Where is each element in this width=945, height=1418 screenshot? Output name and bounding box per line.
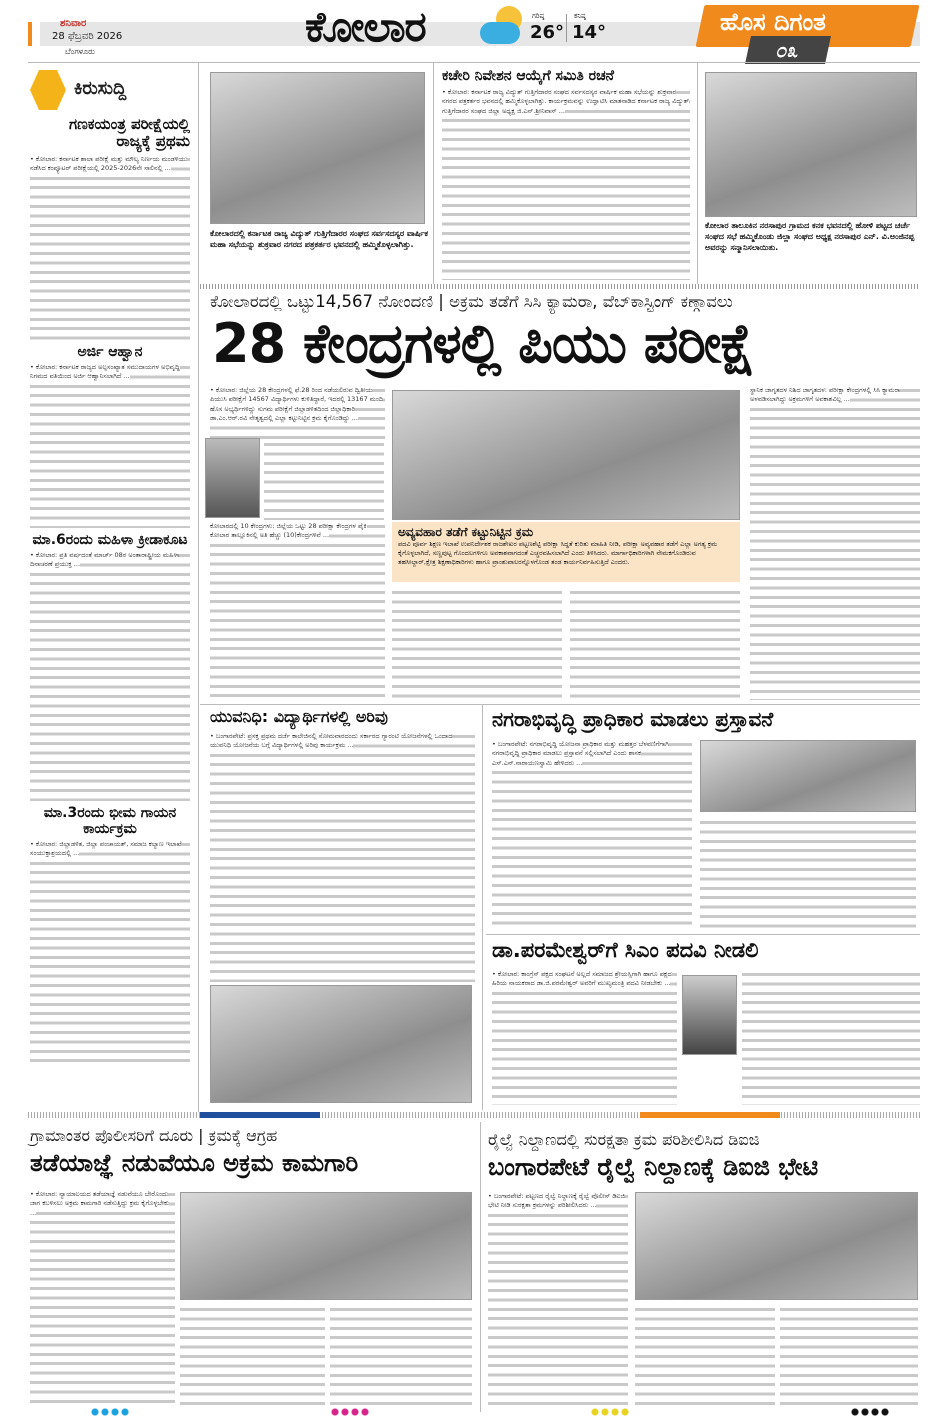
inset-title: ಅವ್ಯವಹಾರ ತಡೆಗೆ ಕಟ್ಟುನಿಟ್ಟಿನ ಕ್ರಮ [398,525,534,539]
min-label: ಕನಿಷ್ಠ [574,12,586,20]
railway-photo [635,1192,918,1300]
lead-headline: 28 ಕೇಂದ್ರಗಳಲ್ಲಿ ಪಿಯು ಪರೀಕ್ಷೆ [212,312,755,375]
max-temp: 26° [530,22,565,43]
article-text: • ಬಂಗಾರಪೇಟೆ: ಪ್ರಸಕ್ತ ಪ್ರಥಮ ದರ್ಜೆ ಕಾಲೇಜಿನಲ್ಲಿ ಸೋಮವಾರದಂದು ಸರ್ಕಾರದ ಗ್ಯಾರಂಟಿ ಯೋಜನೆಗಳಲ್ಲಿ ಒಂದಾದ ಯುವನಿಧಿ ಯೋಜನೆಯ ಬಗ್ಗೆ ವಿದ್ಯಾರ್ಥಿಗಳಲ್ಲಿ ಅರಿವು ಕಾರ್ಯಕ್ರಮ ... [210,732,453,750]
inset-body: ಪದವಿ ಪೂರ್ವ ಶಿಕ್ಷಣ ಇಲಾಖೆ ಉಪನಿರ್ದೇಶಕ ರಾಜಶೇಖರ ಪಟ್ಟಣಶೆಟ್ಟಿ ಪರೀಕ್ಷಾ ಸಿದ್ಧತೆ ಕುರಿತು ಮಾಹಿತಿ ನೀಡಿ, ಪರೀಕ್ಷಾ ಅವ್ಯವಹಾರ ತಡೆಗೆ ಎಲ್ಲಾ ಅಗತ್ಯ ಕ್ರಮ ಕೈಗೊಳ್ಳಲಾಗಿದೆ, ಸಣ್ಣಪುಟ್ಟ ಗೊಂದಲಗಳಿಗೂ ಅವಕಾಶವಾಗದಂತೆ ಎಚ್ಚರವಹಿಸಲಾಗಿದೆ ಎಂದು ತಿಳಿಸಿದರು. ಮಾರ್ಗಾಧಿಕಾರಿಗಳಾಗಿ ನೇಮಕಗೊಂಡಿರುವ ತಹಸೀಲ್ದಾರ್,ಕ್ಷೇತ್ರ ಶಿಕ್ಷಣಾಧಿಕಾರಿಗಳು ಹಾಗೂ ಪ್ರಾಂಶುಪಾಲರನ್ನೊಳಗೊಂಡ ತಂಡ ಕಾರ್ಯನಿರ್ವಹಿಸುತ್ತಿದೆ ಎಂದರು. [398,539,718,566]
lead-body-cont [210,522,385,700]
article-body [492,740,692,930]
photo-caption: ಕೋಲಾರ ತಾಲೂಕಿನ ನರಸಾಪುರ ಗ್ರಾಮದ ಕನಕ ಭವನದಲ್ಲಿ ಹೋಳಿ ಪಟ್ಟದ ಚರ್ಚೆ ಸಂಘದ ಸಭೆ ಹಮ್ಮಿಕೊಂಡು ಜಿಲ್ಲಾ ಸಂಘದ ಅಧ್ಯಕ್ಷ ನರಸಾಪುರ ಎನ್. ವಿ.ಅಂಜಿನಪ್ಪ ಅವರನ್ನು ಸನ್ಮಾನಿಸಲಾಯಿತು. [705,221,915,252]
awareness-photo [210,985,472,1103]
lead-body-cont [750,386,920,700]
print-registration-marks [90,1408,130,1416]
column-rule [480,1122,481,1412]
column-rule [482,705,483,1110]
header-accent [28,22,32,46]
article-body [492,970,677,1105]
article-text: • ಕೋಲಾರ: ಕರ್ನಾಟಕ ರಾಜ್ಯ ವಿದ್ಯುತ್ ಗುತ್ತಿಗೆದಾರರ ಸಂಘದ ಸರ್ವಸದಸ್ಯರ ವಾರ್ಷಿಕ ಮಹಾ ಸಭೆಯನ್ನು ಶುಕ್ರವಾರ ನಗರದ ಪತ್ರಕರ್ತರ ಭವನದಲ್ಲಿ ಹಮ್ಮಿಕೊಳ್ಳಲಾಗಿತ್ತು. ಕಾರ್ಯಕ್ರಮವನ್ನು ಉದ್ಘಾಟಿಸಿ ಮಾತನಾಡಿದ ಕರ್ನಾಟಕ ರಾಜ್ಯ ವಿದ್ಯುತ್ ಗುತ್ತಿಗೆದಾರರ ಸಂಘದ ಜಿಲ್ಲಾ ಅಧ್ಯಕ್ಷ ಜಿ.ಎನ್.ಶ್ರೀನಿವಾಸ್ ... [442,88,690,115]
article-text: • ಕೋಲಾರ: ನ್ಯಾಯಾಲಯದ ತಡೆಯಾಜ್ಞೆ ನಡುವೆಯೂ ಬೇರೊಂದು ಜಾಗ ಕಬಳಿಸಲು ಅಕ್ರಮ ಕಾಮಗಾರಿ ನಡೆಸುತ್ತಿದ್ದು ಕ್ರಮ ಕೈಗೊಳ್ಳಬೇಕು ... [30,1190,169,1217]
inset-box [392,522,740,582]
article-text: • ಬಂಗಾರಪೇಟೆ: ಪಟ್ಟಣದ ರೈಲ್ವೆ ನಿಲ್ದಾಣಕ್ಕೆ ರೈಲ್ವೆ ಪೊಲೀಸ್ ಡಿಐಜಿ ಭೇಟಿ ನೀಡಿ ಸುರಕ್ಷತಾ ಕ್ರಮಗಳನ್ನು ಪರಿಶೀಲಿಸಿದರು ... [488,1192,625,1210]
band-blue [200,1112,320,1118]
brief-body: • ಕೋಲಾರ: ಜಿಲ್ಲಾಡಳಿತ, ಜಿಲ್ಲಾ ಪಂಚಾಯತ್, ಸಮಾಜ ಕಲ್ಯಾಣ ಇಲಾಖೆ ಸಂಯುಕ್ತಾಶ್ರಯದಲ್ಲಿ ... [30,839,182,858]
lead-body-cont [392,588,562,700]
section-rule [486,934,920,935]
article-body-cont [635,1305,775,1405]
brief-title: ಮಾ.6ರಂದು ಮಹಿಳಾ ಕ್ರೀಡಾಕೂಟ [32,531,188,548]
photo-felicitation [705,72,917,217]
left-column [30,116,190,1065]
officer-portrait [205,438,260,518]
min-temp: 14° [572,22,607,43]
article-title: ಕಚೇರಿ ನಿವೇಶನ ಆಯ್ಕೆಗೆ ಸಮಿತಿ ರಚನೆ [442,68,614,84]
lead-kicker: ಕೋಲಾರದಲ್ಲಿ ಒಟ್ಟು14,567 ನೋಂದಣಿ | ಅಕ್ರಮ ತಡೆಗೆ ಸಿಸಿ ಕ್ಯಾಮರಾ, ವೆಬ್‌ಕಾಸ್ಟಿಂಗ್ ಕಣ್ಗಾವಲು [210,292,733,311]
section-title: ಕಿರುಸುದ್ದಿ [74,78,127,99]
section-divider [200,284,920,289]
article-body [210,732,475,982]
bottom-kicker: ಗ್ರಾಮಾಂತರ ಪೊಲೀಸರಿಗೆ ದೂರು | ಕ್ರಮಕ್ಕೆ ಆಗ್ರಹ [30,1126,278,1145]
hand-icon [30,70,66,110]
brief-body: • ಕೋಲಾರ: ಕರ್ನಾಟಕ ರಾಜ್ಯದ ಅಲ್ಪಸಂಖ್ಯಾತ ಸಮುದಾಯಗಳ ಅಭಿವೃದ್ಧಿ ನಿಗಮದ ವತಿಯಿಂದ ಅರ್ಜಿ ಆಹ್ವಾನಿಸಲಾಗಿದೆ ... [30,362,180,380]
header-rule [28,62,920,63]
brief-title: ಗಣಕಯಂತ್ರ ಪರೀಕ್ಷೆಯಲ್ಲಿ ರಾಜ್ಯಕ್ಕೆ ಪ್ರಥಮ [69,115,190,151]
article-body-cont [700,818,916,930]
article-text: • ಕೋಲಾರ: ಕಾಂಗ್ರೆಸ್ ಪಕ್ಷದ ಸಂಘಟನೆ ಅಲ್ಲದೆ ಸಮಾಜದ ಶ್ರೇಯಸ್ಸಿಗಾಗಿ ಹಾಗೂ ಪಕ್ಷದ ಹಿರಿಯ ನಾಯಕರಾದ ಡಾ.ಜಿ.ಪರಮೇಶ್ವರ್ ಅವರಿಗೆ ಮುಖ್ಯಮಂತ್ರಿ ಪದವಿ ನೀಡಬೇಕು ... [492,970,672,988]
band-orange [640,1112,780,1118]
brief-body: • ಕೋಲಾರ: ಪ್ರತಿ ವರ್ಷದಂತೆ ಮಾರ್ಚ್ 08ರ ಅಂತಾರಾಷ್ಟ್ರೀಯ ಮಹಿಳಾ ದಿನಾಚರಣೆ ಪ್ರಯುಕ್ತ ... [30,550,180,569]
article-body-cont [180,1305,325,1405]
article-body [488,1192,628,1405]
article-body-cont [330,1305,472,1405]
section-rule [200,704,920,705]
article-body [442,88,690,280]
column-rule [433,62,434,284]
article-title: ನಗರಾಭಿವೃದ್ಧಿ ಪ್ರಾಧಿಕಾರ ಮಾಡಲು ಪ್ರಸ್ತಾವನೆ [492,707,774,731]
exam-hall-photo [392,390,740,520]
print-registration-marks [590,1408,630,1416]
column-rule [198,62,199,1112]
section-divider [28,1112,920,1118]
print-registration-marks [850,1408,890,1416]
article-body-cont [780,1305,918,1405]
divider [566,14,567,42]
print-registration-marks [330,1408,370,1416]
lead-text: • ಕೋಲಾರ: ಜಿಲ್ಲೆಯ 28 ಕೇಂದ್ರಗಳಲ್ಲಿ ಫೆ.28 ರಿಂದ ನಡೆಯಲಿರುವ ದ್ವಿತೀಯ ಪಿಯುಸಿ ಪರೀಕ್ಷೆಗೆ 14567 ವಿದ್ಯಾರ್ಥಿಗಳು ಕುಳಿತಿದ್ದಾರೆ, ಇದರಲ್ಲಿ 13167 ಮಂದಿ ಹೊಸ ಅಭ್ಯರ್ಥಿಗಳಿದ್ದು ಸುಗಮ ಪರೀಕ್ಷೆಗೆ ಜಿಲ್ಲಾಡಳಿತದಿಂದ ಜಿಲ್ಲಾಧಿಕಾರಿ ಡಾ.ಎಂ.ಆರ್.ರವಿ ನೇತೃತ್ವದಲ್ಲಿ ಎಲ್ಲಾ ಕಟ್ಟುನಿಟ್ಟಿನ ಕ್ರಮ ಕೈಗೊಂಡಿದ್ದು ... [210,386,384,423]
sun-cloud-icon [478,4,528,46]
bottom-title: ಬಂಗಾರಪೇಟೆ ರೈಲ್ವೆ ನಿಲ್ದಾಣಕ್ಕೆ ಡಿಐಜಿ ಭೇಟಿ [488,1153,819,1181]
construction-photo [180,1192,472,1300]
speaker-portrait [682,975,737,1055]
max-label: ಗರಿಷ್ಠ [532,12,545,20]
mla-photo [700,740,916,812]
article-title: ಯುವನಿಧಿ: ವಿದ್ಯಾರ್ಥಿಗಳಲ್ಲಿ ಅರಿವು [210,707,388,726]
lead-body-cont [264,440,384,520]
masthead: ಕೋಲಾರ [305,2,426,51]
date: 28 ಫೆಬ್ರವರಿ 2026 [52,31,123,42]
lead-body-cont [570,588,740,700]
city: ಬೆಂಗಳೂರು [65,47,95,56]
brief-title: ಮಾ.3ರಂದು ಭೀಮ ಗಾಯನ ಕಾರ್ಯಕ್ರಮ [43,804,177,837]
bottom-kicker: ರೈಲ್ವೆ ನಿಲ್ದಾಣದಲ್ಲಿ ಸುರಕ್ಷತಾ ಕ್ರಮ ಪರಿಶೀಲಿಸಿದ ಡಿಐಜಿ [488,1130,760,1149]
photo-meeting [210,72,425,224]
photo-caption: ಕೋಲಾರದಲ್ಲಿ ಕರ್ನಾಟಕ ರಾಜ್ಯ ವಿದ್ಯುತ್ ಗುತ್ತಿಗೆದಾರರ ಸಂಘದ ಸರ್ವಸದಸ್ಯರ ವಾರ್ಷಿಕ ಮಹಾ ಸಭೆಯನ್ನು ಶುಕ್ರವಾರ ನಗರದ ಪತ್ರಕರ್ತರ ಭವನದಲ್ಲಿ ಹಮ್ಮಿಕೊಳ್ಳಲಾಗಿತ್ತು. [210,229,428,249]
logo: ಹೊಸ ದಿಗಂತ [720,8,826,36]
lead-body [210,386,385,440]
article-body-cont [742,970,920,1105]
bottom-title: ತಡೆಯಾಜ್ಞೆ ನಡುವೆಯೂ ಅಕ್ರಮ ಕಾಮಗಾರಿ [30,1149,359,1177]
lead-text: ಸ್ಥಾನಿಕ ಜಾಗೃತದಳ ನಿಶಿದ ಜಾಗೃತದಳ: ಪರೀಕ್ಷಾ ಕೇಂದ್ರಗಳಲ್ಲಿ ಸಿಸಿ ಕ್ಯಾಮರಾ ಅಳವಡಿಸಲಾಗಿದ್ದು ಅಕ್ರಮಗಳಿಗೆ ಅವಕಾಶವಿಲ್ಲ ... [750,386,901,404]
article-title: ಡಾ.ಪರಮೇಶ್ವರ್‌ಗೆ ಸಿಎಂ ಪದವಿ ನೀಡಲಿ [492,938,759,962]
article-body [30,1190,175,1405]
day: ಶನಿವಾರ [60,18,87,29]
column-rule [697,62,698,284]
lead-text: ಕೋಲಾರದಲ್ಲಿ 10 ಕೇಂದ್ರಗಳು: ಜಿಲ್ಲೆಯ ಒಟ್ಟು 28 ಪರೀಕ್ಷಾ ಕೇಂದ್ರಗಳ ಪೈಕಿ ಕೋಲಾರ ತಾಲ್ಲೂಕಿನಲ್ಲಿ ಅತಿ ಹೆಚ್ಚು (10)ಕೇಂದ್ರಗಳಿವೆ ... [210,522,367,540]
brief-title: ಅರ್ಜಿ ಆಹ್ವಾನ [77,343,143,360]
brief-body: • ಕೋಲಾರ: ಕರ್ನಾಟಕ ಶಾಲಾ ಪರೀಕ್ಷೆ ಮತ್ತು ಮೌಲ್ಯ ನಿರ್ಣಯ ಮಂಡಳಿಯು ನಡೆಸಿದ ಕಂಪ್ಯೂಟರ್ ಪರೀಕ್ಷೆಯಲ್ಲಿ 2025-2026ನೇ ಸಾಲಿನಲ್ಲಿ ... [30,154,188,172]
page-number: ೦೩ [745,36,831,64]
article-text: • ಬಂಗಾರಪೇಟೆ: ನಗರಾಭಿವೃದ್ಧಿ ಯೋಜನಾ ಪ್ರಾಧಿಕಾರ ಮತ್ತು ಮಹತ್ತರ ಬೆಳವಣಿಗೆಗಾಗಿ ನಗರಾಭಿವೃದ್ಧಿ ಪ್ರಾಧಿಕಾರ ಮಾಡಲು ಪ್ರಸ್ತಾವನೆ ಸಲ್ಲಿಸಲಾಗಿದೆ ಎಂದು ಶಾಸಕ ಎಸ್.ಎನ್.ನಾರಾಯಣಸ್ವಾಮಿ ಹೇಳಿದರು ... [492,740,669,767]
